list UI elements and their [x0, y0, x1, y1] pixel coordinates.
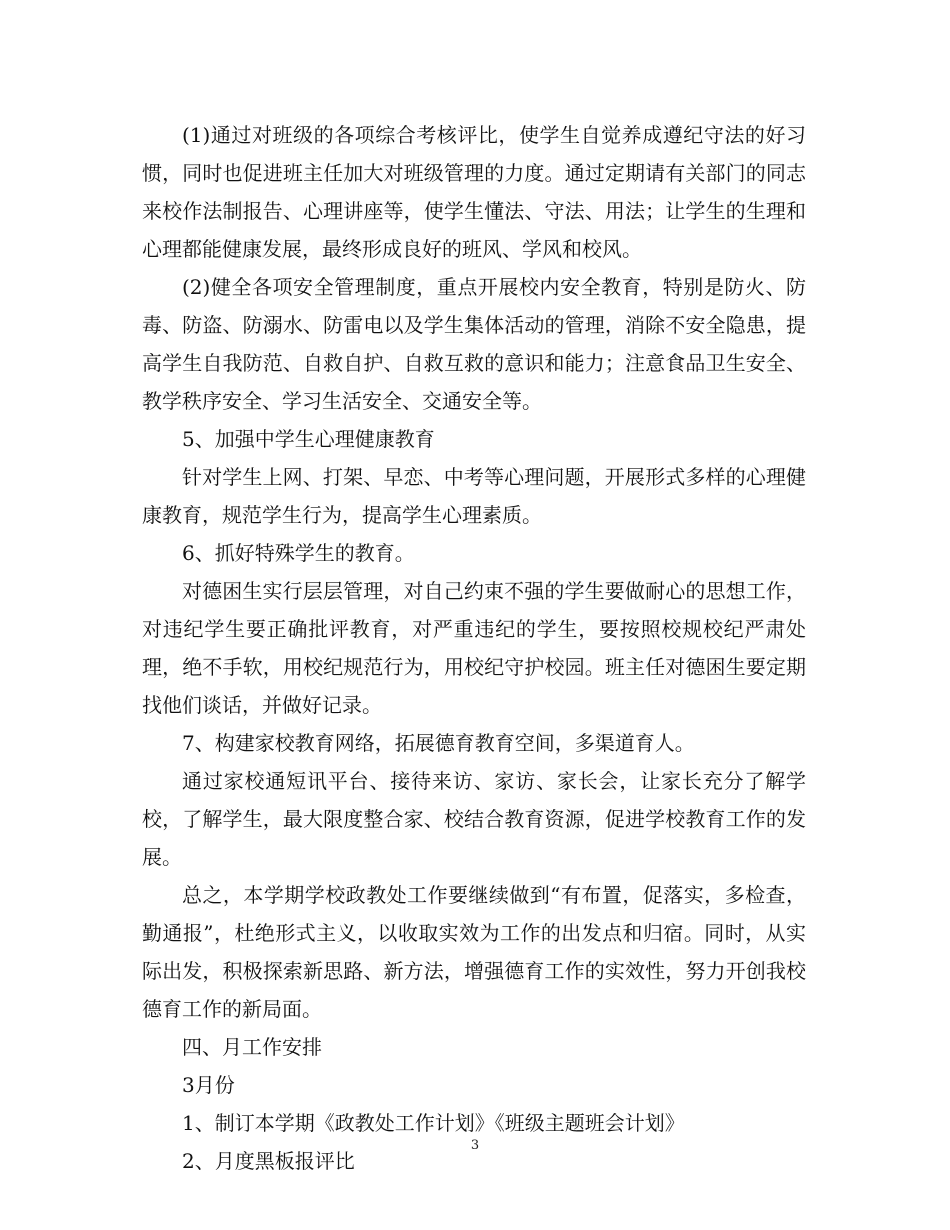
- paragraph-safety-management: (2)健全各项安全管理制度，重点开展校内安全教育，特别是防火、防毒、防盗、防溺水、防雷电以及学生集体活动的管理，消除不安全隐患，提高学生自我防范、自救自护、自救互救的意识和能力；注意食品卫生安全、教学秩序安全、学习生活安全、交通安全等。: [142, 275, 806, 413]
- paragraph-class-evaluation: (1)通过对班级的各项综合考核评比，使学生自觉养成遵纪守法的好习惯，同时也促进班主任加大对班级管理的力度。通过定期请有关部门的同志来校作法制报告、心理讲座等，使学生懂法、守法、用法；让学生的生理和心理都能健康发展，最终形成良好的班风、学风和校风。: [142, 123, 806, 261]
- paragraph-mental-health: 针对学生上网、打架、早恋、中考等心理问题，开展形式多样的心理健康教育，规范学生行为，提高学生心理素质。: [142, 465, 806, 527]
- page-number: 3: [470, 1138, 480, 1153]
- heading-home-school-network: 7、构建家校教育网络，拓展德育教育空间，多渠道育人。: [182, 731, 695, 755]
- heading-march: 3月份: [182, 1073, 235, 1097]
- heading-monthly-plan: 四、月工作安排: [182, 1035, 322, 1059]
- paragraph-summary: 总之，本学期学校政教处工作要继续做到“有布置，促落实，多检查，勤通报”，杜绝形式主义，以收取实效为工作的出发点和归宿。同时，从实际出发，积极探索新思路、新方法，增强德育工作的实效性，努力开创我校德育工作的新局面。: [142, 883, 806, 1021]
- heading-special-students: 6、抓好特殊学生的教育。: [182, 541, 415, 565]
- heading-mental-health: 5、加强中学生心理健康教育: [182, 427, 435, 451]
- paragraph-home-school-network: 通过家校通短讯平台、接待来访、家访、家长会，让家长充分了解学校，了解学生，最大限度整合家、校结合教育资源，促进学校教育工作的发展。: [142, 769, 806, 869]
- document-body: [142, 116, 806, 1180]
- list-item-work-plan: 1、制订本学期《政教处工作计划》《班级主题班会计划》: [182, 1111, 685, 1135]
- list-item-blackboard-evaluation: 2、月度黑板报评比: [182, 1149, 355, 1173]
- paragraph-special-students: 对德困生实行层层管理，对自己约束不强的学生要做耐心的思想工作，对违纪学生要正确批评教育，对严重违纪的学生，要按照校规校纪严肃处理，绝不手软，用校纪规范行为，用校纪守护校园。班主任对德困生要定期找他们谈话，并做好记录。: [142, 579, 806, 717]
